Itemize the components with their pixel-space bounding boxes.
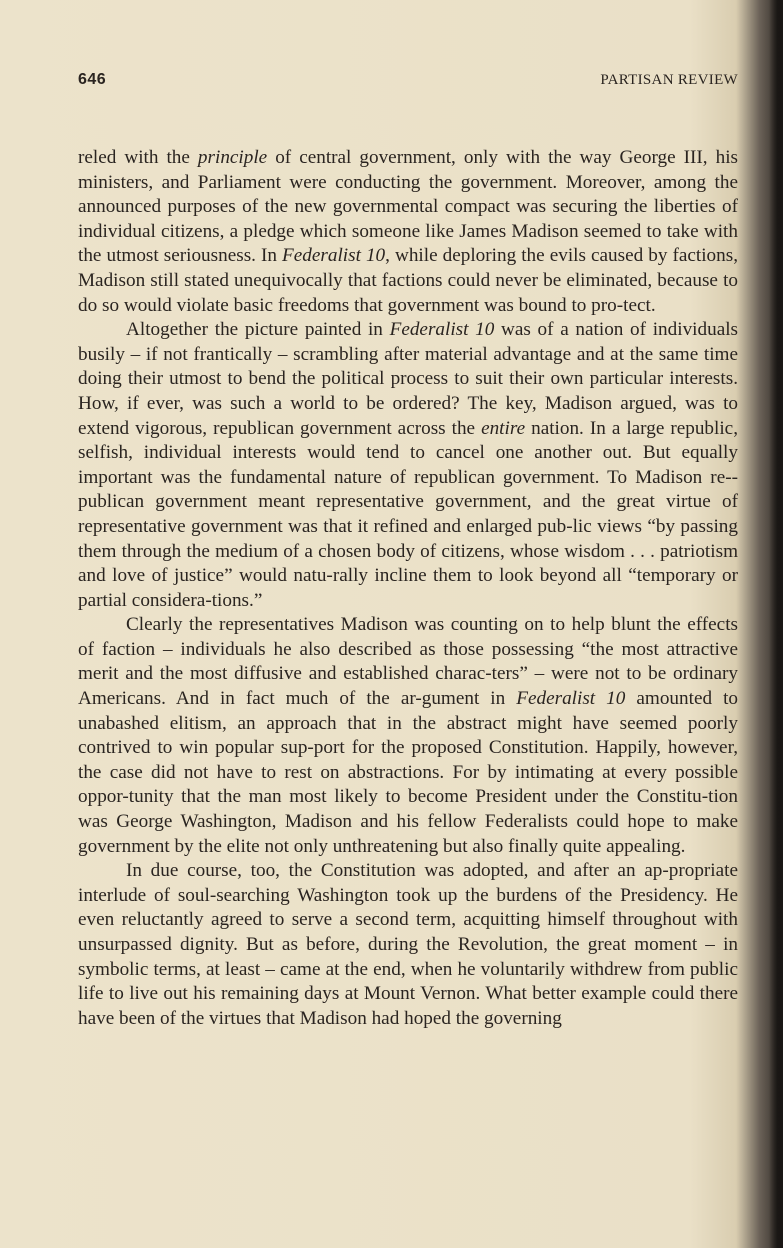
text-run: Clearly the representatives Madison was counting on to help blunt the effects of faction – individuals he also described as those possessing “the most attractive merit and the most diffusive and established charac-ters” – were not to be ordinary Americans. And in fact much of the ar-gument in [78, 614, 738, 710]
text-run: amounted to unabashed elitism, an approach that in the abstract might have seemed poorly contrived to win popular sup-port for the proposed Constitution. Happily, however, the case did not have to rest on abstractions. For by intimating at every possible oppor-tunity that the man most likely to become President under the Constitu-tion was George Washington, Madison and his fellow Federalists could hope to make government by the elite not only unthreatening but also finally quite appealing. [78, 688, 739, 857]
text-run: nation. In a large republic, selfish, individual interests would tend to cancel one another out. But equally important was the fundamental nature of republican government. To Madison re-publican government meant representative government, and the great virtue of representative government was that it refined and enlarged pub-lic views “by passing them through the medium of a chosen body of citizens, whose wisdom . . . patriotism and love of justice” would natu-rally incline them to look beyond all “temporary or partial considera-tions.” [78, 417, 738, 611]
italic-run: entire [481, 417, 526, 439]
italic-run: Federalist 10 [516, 688, 626, 710]
italic-run: Federalist 10 [389, 319, 495, 341]
page-header [78, 71, 738, 93]
body-text [78, 146, 738, 1031]
running-head: PARTISAN REVIEW [600, 72, 738, 88]
text-run: Altogether the picture painted in [126, 319, 390, 341]
paragraph-1 [78, 146, 738, 318]
text-run: reled with the [78, 147, 198, 168]
paragraph-2 [78, 318, 738, 613]
text-run: , while deploring the evils caused by factions, Madison still stated unequivocally that factions could never be eliminated, because to do so would violate basic freedoms that government was bound to pro-tect. [78, 245, 738, 316]
text-run: In due course, too, the Constitution was adopted, and after an ap-propriate interlude of soul-searching Washington took up the burdens of the Presidency. He even reluctantly agreed to serve a second term, acquitting himself throughout with unsurpassed dignity. But as before, during the Revolution, the great moment – in symbolic terms, at least – came at the end, when he voluntarily withdrew from public life to live out his remaining days at Mount Vernon. What better example could there have been of the virtues that Madison had hoped the governing [78, 860, 738, 1029]
text-run: of central government, only with the way George III, his ministers, and Parliament were conducting the government. Moreover, among the announced purposes of the new governmental compact was securing the liberties of individual citizens, a pledge which someone like James Madison seemed to take with the utmost seriousness. In [78, 147, 738, 267]
paragraph-3 [78, 613, 738, 859]
page-edge-shadow [769, 0, 783, 1248]
italic-run: Federalist 10 [282, 245, 386, 267]
page-number: 646 [78, 71, 107, 88]
italic-run: principle [197, 147, 268, 168]
paragraph-4 [78, 859, 738, 1031]
text-run: was of a nation of individuals busily – if not frantically – scrambling after material advantage and at the same time doing their utmost to bend the political process to suit their own particular interests. How, if ever, was such a world to be ordered? The key, Madison argued, was to extend vigorous, republican government across the [78, 319, 739, 439]
